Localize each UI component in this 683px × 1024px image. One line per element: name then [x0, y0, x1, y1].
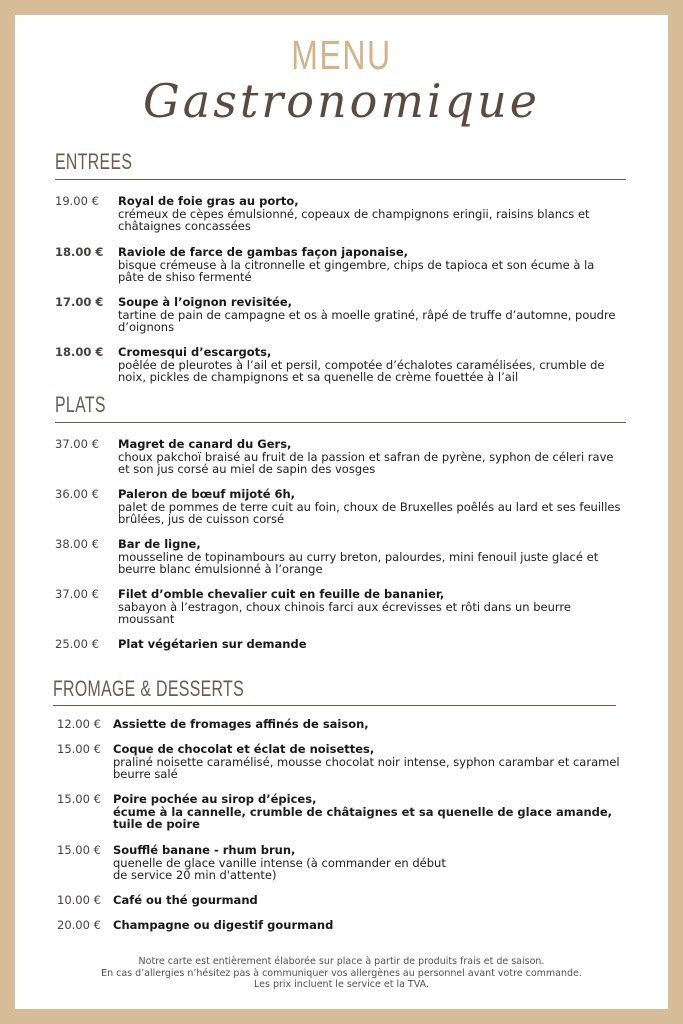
item-name: Assiette de fromages affinés de saison,: [113, 717, 369, 731]
item-description: poêlée de pleurotes à l’ail et persil, compotée d’échalotes caramélisées, crumble de noix, pickles de champignons et sa quenelle de crème fouettée à l’ail: [118, 358, 605, 384]
item-name: Paleron de bœuf mijoté 6h,: [118, 487, 296, 501]
item-price: 10.00 €: [57, 893, 101, 907]
menu-title: MENU: [291, 32, 392, 78]
item-name: Raviole de farce de gambas façon japonaise,: [118, 245, 409, 259]
footer-line: Les prix incluent le service et la TVA.: [254, 979, 429, 990]
item-name: Soufflé banane - rhum brun,: [113, 843, 296, 857]
item-name: Cromesqui d’escargots,: [118, 345, 272, 359]
item-description: choux pakchoï braisé au fruit de la passion et safran de pyrène, syphon de céleri rave et son jus corsé au miel de sapin des vosges: [118, 450, 614, 476]
item-name: Filet d’omble chevalier cuit en feuille de bananier,: [118, 587, 445, 601]
item-description: crémeux de cèpes émulsionné, copeaux de champignons eringii, raisins blancs et châtaignes concassées: [118, 207, 590, 233]
footer-note: [15, 956, 668, 991]
item-description: écume à la cannelle, crumble de châtaignes et sa quenelle de glace amande, tuile de poire: [113, 805, 613, 831]
section-divider-entrees: [55, 179, 626, 180]
footer-line: En cas d’allergies n’hésitez pas à communiquer vos allergènes au personnel avant votre commande.: [101, 967, 582, 979]
item-name: Café ou thé gourmand: [113, 893, 258, 907]
item-price: 19.00 €: [55, 194, 99, 208]
item-name: Poire pochée au sirop d’épices,: [113, 792, 317, 806]
menu-page: [15, 15, 668, 1009]
item-description: tartine de pain de campagne et os à moelle gratiné, râpé de truffe d’automne, poudre d’oignons: [118, 308, 616, 334]
item-description: praliné noisette caramélisé, mousse chocolat noir intense, syphon carambar et caramel beurre salé: [113, 755, 620, 781]
item-price: 25.00 €: [55, 637, 99, 651]
item-price: 15.00 €: [57, 792, 101, 806]
item-description: mousseline de topinambours au curry breton, palourdes, mini fenouil juste glacé et beurre blanc émulsionné à l’orange: [118, 550, 599, 576]
menu-subtitle: Gastronomique: [143, 74, 540, 128]
item-price: 17.00 €: [55, 295, 104, 309]
item-name: Royal de foie gras au porto,: [118, 194, 299, 208]
section-title-fromage-desserts: FROMAGE & DESSERTS: [53, 676, 245, 701]
item-price: 15.00 €: [57, 742, 101, 756]
item-price: 36.00 €: [55, 487, 99, 501]
section-divider-fromage-desserts: [53, 705, 616, 706]
item-price: 18.00 €: [55, 245, 104, 259]
footer-line: Notre carte est entièrement élaborée sur place à partir de produits frais et de saison.: [138, 956, 545, 967]
item-name: Plat végétarien sur demande: [118, 637, 307, 651]
item-name: Soupe à l’oignon revisitée,: [118, 295, 292, 309]
section-title-plats: PLATS: [55, 392, 106, 417]
item-price: 18.00 €: [55, 345, 104, 359]
item-price: 12.00 €: [57, 717, 101, 731]
item-description: palet de pommes de terre cuit au foin, choux de Bruxelles poêlés au lard et ses feuilles brûlées, jus de cuisson corsé: [118, 500, 621, 526]
item-name: Champagne ou digestif gourmand: [113, 918, 334, 932]
item-description: sabayon à l’estragon, choux chinois farci aux écrevisses et rôti dans un beurre moussant: [118, 600, 571, 626]
item-price: 37.00 €: [55, 437, 99, 451]
item-description: bisque crémeuse à la citronnelle et gingembre, chips de tapioca et son écume à la pâte de shiso fermenté: [118, 258, 595, 284]
item-price: 15.00 €: [57, 843, 101, 857]
item-name: Coque de chocolat et éclat de noisettes,: [113, 742, 375, 756]
item-description: quenelle de glace vanille intense (à commander en début de service 20 min d'attente): [113, 856, 446, 882]
section-title-entrees: ENTREES: [55, 149, 133, 174]
item-price: 20.00 €: [57, 918, 101, 932]
item-price: 37.00 €: [55, 587, 99, 601]
item-name: Bar de ligne,: [118, 537, 201, 551]
section-divider-plats: [55, 422, 626, 423]
item-price: 38.00 €: [55, 537, 99, 551]
item-name: Magret de canard du Gers,: [118, 437, 292, 451]
